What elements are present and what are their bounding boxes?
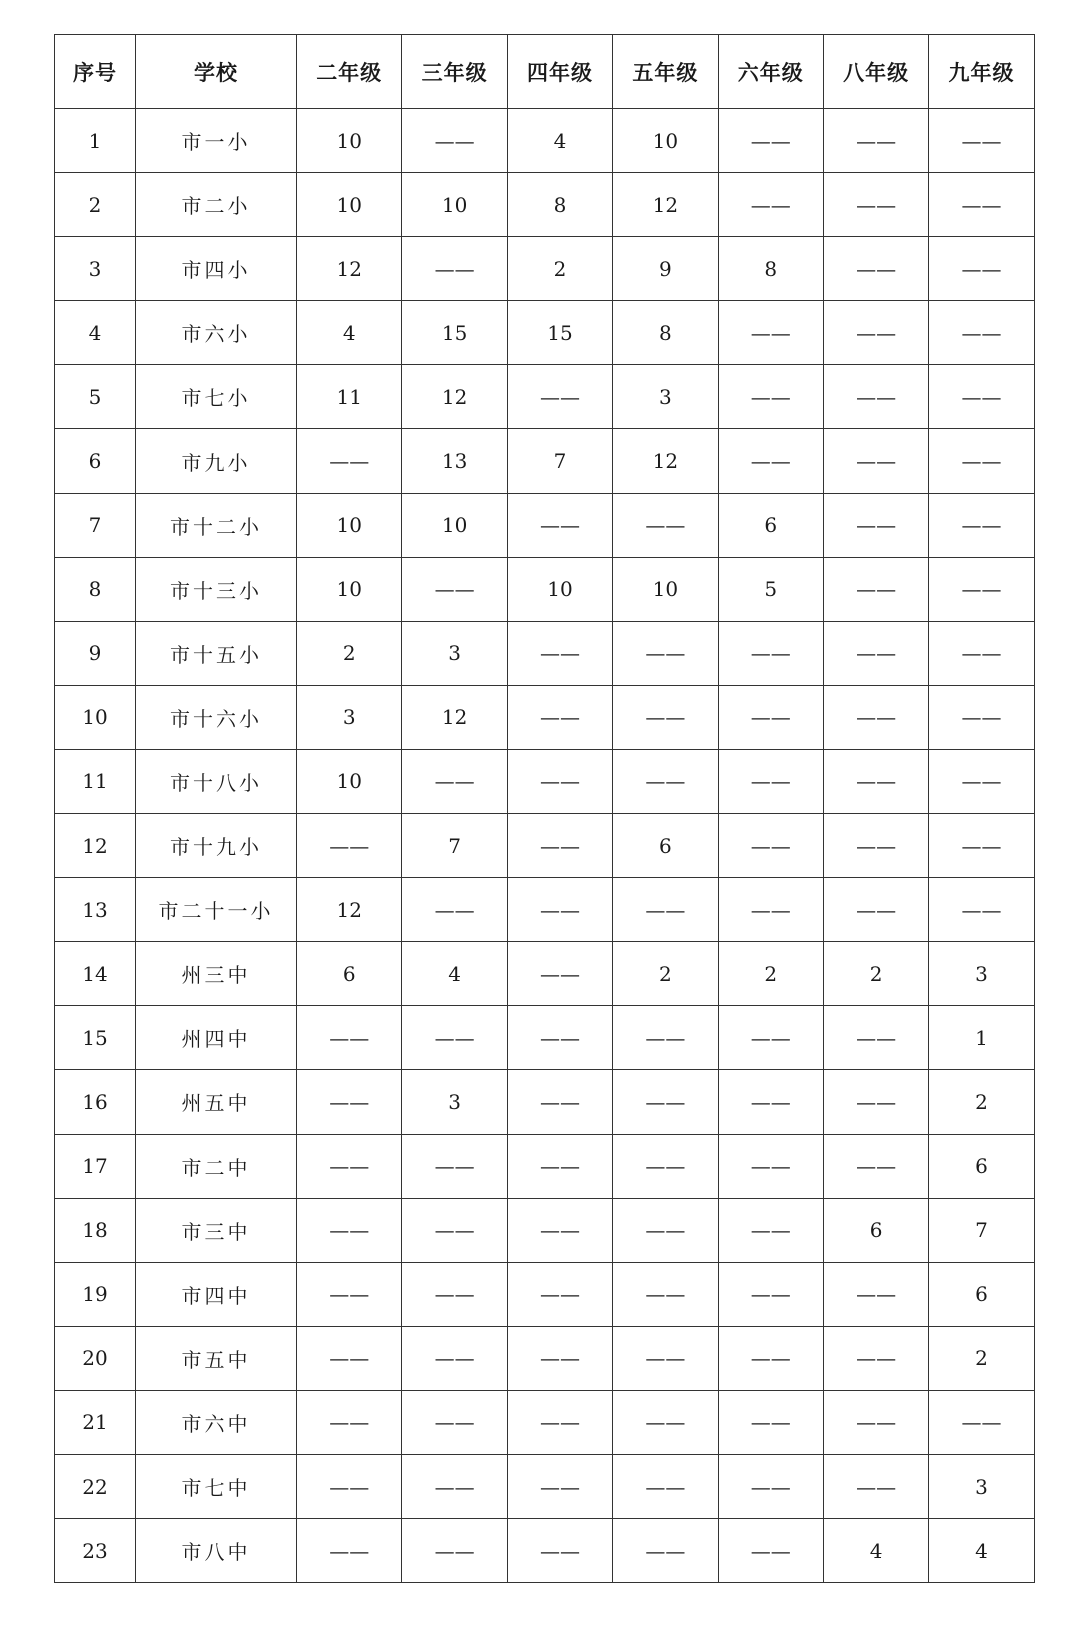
header-cell-grade-8: 八年级 (823, 35, 928, 109)
header-cell-index: 序号 (55, 35, 136, 109)
cell-grade-2: —— (297, 1134, 402, 1198)
cell-grade-8: —— (823, 1006, 928, 1070)
cell-grade-9: 3 (929, 942, 1034, 1006)
cell-grade-2: —— (297, 429, 402, 493)
cell-grade-5: 12 (613, 429, 718, 493)
cell-grade-3: —— (402, 749, 507, 813)
cell-grade-9: —— (929, 685, 1034, 749)
cell-grade-5: —— (613, 878, 718, 942)
cell-index: 8 (55, 557, 136, 621)
cell-index: 1 (55, 109, 136, 173)
cell-grade-3: —— (402, 237, 507, 301)
cell-school: 市九小 (136, 429, 297, 493)
cell-grade-5: —— (613, 1262, 718, 1326)
cell-grade-5: —— (613, 749, 718, 813)
cell-grade-4: —— (507, 749, 612, 813)
cell-grade-5: 10 (613, 109, 718, 173)
cell-grade-9: 2 (929, 1326, 1034, 1390)
cell-grade-2: —— (297, 1454, 402, 1518)
cell-grade-3: —— (402, 1454, 507, 1518)
cell-grade-6: —— (718, 1198, 823, 1262)
table-row (55, 1134, 1035, 1198)
cell-grade-2: —— (297, 1070, 402, 1134)
cell-index: 21 (55, 1390, 136, 1454)
cell-index: 2 (55, 173, 136, 237)
cell-school: 市四小 (136, 237, 297, 301)
cell-grade-3: —— (402, 878, 507, 942)
cell-school: 市十三小 (136, 557, 297, 621)
cell-grade-3: 12 (402, 365, 507, 429)
cell-grade-3: —— (402, 1390, 507, 1454)
cell-grade-6: —— (718, 1519, 823, 1583)
cell-grade-8: —— (823, 1070, 928, 1134)
cell-grade-3: —— (402, 1134, 507, 1198)
cell-grade-6: —— (718, 1326, 823, 1390)
cell-grade-9: —— (929, 301, 1034, 365)
cell-grade-3: 3 (402, 621, 507, 685)
cell-school: 市八中 (136, 1519, 297, 1583)
cell-school: 市十二小 (136, 493, 297, 557)
cell-grade-4: —— (507, 1326, 612, 1390)
cell-grade-8: —— (823, 365, 928, 429)
cell-grade-4: 7 (507, 429, 612, 493)
cell-grade-2: 10 (297, 109, 402, 173)
cell-grade-4: —— (507, 1262, 612, 1326)
cell-grade-8: —— (823, 1326, 928, 1390)
cell-grade-4: —— (507, 621, 612, 685)
grade-table (54, 34, 1035, 1583)
table-row (55, 1454, 1035, 1518)
cell-grade-3: 12 (402, 685, 507, 749)
cell-grade-4: 2 (507, 237, 612, 301)
cell-index: 12 (55, 814, 136, 878)
cell-grade-6: —— (718, 1134, 823, 1198)
cell-grade-6: —— (718, 173, 823, 237)
cell-grade-5: 6 (613, 814, 718, 878)
cell-grade-9: 3 (929, 1454, 1034, 1518)
cell-grade-4: —— (507, 1454, 612, 1518)
cell-grade-4: 4 (507, 109, 612, 173)
cell-grade-8: —— (823, 557, 928, 621)
cell-grade-2: 10 (297, 493, 402, 557)
cell-grade-6: —— (718, 301, 823, 365)
cell-grade-5: —— (613, 621, 718, 685)
cell-grade-9: 6 (929, 1134, 1034, 1198)
cell-index: 6 (55, 429, 136, 493)
table-header-row (55, 35, 1035, 109)
cell-grade-6: —— (718, 685, 823, 749)
table-row (55, 1262, 1035, 1326)
cell-grade-8: —— (823, 301, 928, 365)
cell-grade-5: 3 (613, 365, 718, 429)
cell-grade-3: 7 (402, 814, 507, 878)
cell-grade-5: —— (613, 1070, 718, 1134)
cell-grade-3: —— (402, 557, 507, 621)
table-row (55, 942, 1035, 1006)
cell-index: 4 (55, 301, 136, 365)
cell-grade-6: —— (718, 878, 823, 942)
cell-grade-4: 15 (507, 301, 612, 365)
cell-grade-6: 8 (718, 237, 823, 301)
cell-index: 20 (55, 1326, 136, 1390)
header-cell-grade-4: 四年级 (507, 35, 612, 109)
table-row (55, 878, 1035, 942)
table-row (55, 1326, 1035, 1390)
cell-index: 17 (55, 1134, 136, 1198)
cell-grade-2: 10 (297, 557, 402, 621)
cell-grade-3: 10 (402, 493, 507, 557)
cell-school: 市十六小 (136, 685, 297, 749)
cell-grade-2: —— (297, 1006, 402, 1070)
cell-grade-4: —— (507, 942, 612, 1006)
cell-grade-2: 4 (297, 301, 402, 365)
cell-grade-5: —— (613, 1454, 718, 1518)
cell-grade-4: —— (507, 878, 612, 942)
cell-grade-5: —— (613, 1390, 718, 1454)
cell-grade-2: 10 (297, 173, 402, 237)
cell-grade-2: 6 (297, 942, 402, 1006)
cell-grade-4: —— (507, 1198, 612, 1262)
cell-grade-6: —— (718, 1454, 823, 1518)
cell-index: 16 (55, 1070, 136, 1134)
cell-grade-8: —— (823, 237, 928, 301)
cell-grade-6: —— (718, 109, 823, 173)
table-row (55, 557, 1035, 621)
cell-grade-3: —— (402, 1326, 507, 1390)
cell-grade-9: —— (929, 365, 1034, 429)
cell-grade-9: —— (929, 749, 1034, 813)
cell-grade-5: —— (613, 1006, 718, 1070)
cell-grade-9: —— (929, 1390, 1034, 1454)
cell-grade-9: —— (929, 814, 1034, 878)
cell-grade-4: —— (507, 1070, 612, 1134)
cell-school: 市一小 (136, 109, 297, 173)
table-row (55, 1519, 1035, 1583)
cell-index: 7 (55, 493, 136, 557)
cell-grade-8: —— (823, 1262, 928, 1326)
cell-grade-9: —— (929, 621, 1034, 685)
cell-school: 州三中 (136, 942, 297, 1006)
cell-grade-8: 2 (823, 942, 928, 1006)
cell-index: 22 (55, 1454, 136, 1518)
cell-grade-9: 7 (929, 1198, 1034, 1262)
cell-grade-6: 2 (718, 942, 823, 1006)
cell-grade-2: 12 (297, 237, 402, 301)
cell-grade-8: 6 (823, 1198, 928, 1262)
cell-grade-6: —— (718, 814, 823, 878)
table-row (55, 237, 1035, 301)
header-cell-grade-6: 六年级 (718, 35, 823, 109)
cell-grade-5: 10 (613, 557, 718, 621)
cell-grade-8: —— (823, 1134, 928, 1198)
cell-school: 市二中 (136, 1134, 297, 1198)
cell-school: 州四中 (136, 1006, 297, 1070)
cell-grade-4: —— (507, 1519, 612, 1583)
header-cell-grade-3: 三年级 (402, 35, 507, 109)
table-row (55, 429, 1035, 493)
cell-grade-2: —— (297, 814, 402, 878)
cell-grade-4: 8 (507, 173, 612, 237)
table-row (55, 1390, 1035, 1454)
cell-school: 市十五小 (136, 621, 297, 685)
cell-index: 18 (55, 1198, 136, 1262)
cell-grade-4: —— (507, 1390, 612, 1454)
cell-grade-5: 12 (613, 173, 718, 237)
cell-grade-8: —— (823, 749, 928, 813)
table-row (55, 1070, 1035, 1134)
cell-grade-6: —— (718, 1006, 823, 1070)
table-row (55, 1006, 1035, 1070)
cell-grade-2: —— (297, 1326, 402, 1390)
cell-grade-6: 6 (718, 493, 823, 557)
cell-grade-9: —— (929, 557, 1034, 621)
cell-grade-4: —— (507, 1134, 612, 1198)
cell-grade-9: —— (929, 429, 1034, 493)
cell-school: 市六中 (136, 1390, 297, 1454)
cell-grade-2: —— (297, 1262, 402, 1326)
cell-grade-9: —— (929, 878, 1034, 942)
cell-grade-6: 5 (718, 557, 823, 621)
cell-grade-4: —— (507, 365, 612, 429)
cell-grade-3: —— (402, 1198, 507, 1262)
cell-index: 19 (55, 1262, 136, 1326)
cell-grade-3: 10 (402, 173, 507, 237)
cell-grade-2: —— (297, 1519, 402, 1583)
table-row (55, 173, 1035, 237)
cell-grade-6: —— (718, 1262, 823, 1326)
cell-index: 11 (55, 749, 136, 813)
cell-grade-8: —— (823, 1454, 928, 1518)
cell-grade-9: —— (929, 173, 1034, 237)
cell-grade-9: —— (929, 493, 1034, 557)
table-row (55, 749, 1035, 813)
cell-grade-5: —— (613, 1519, 718, 1583)
header-cell-school: 学校 (136, 35, 297, 109)
cell-grade-8: —— (823, 173, 928, 237)
cell-grade-6: —— (718, 1070, 823, 1134)
cell-index: 3 (55, 237, 136, 301)
cell-grade-9: —— (929, 237, 1034, 301)
cell-grade-6: —— (718, 1390, 823, 1454)
table-row (55, 814, 1035, 878)
cell-grade-5: —— (613, 685, 718, 749)
cell-grade-2: —— (297, 1198, 402, 1262)
cell-grade-4: —— (507, 1006, 612, 1070)
cell-grade-8: —— (823, 429, 928, 493)
table-row (55, 621, 1035, 685)
header-cell-grade-2: 二年级 (297, 35, 402, 109)
cell-index: 13 (55, 878, 136, 942)
cell-grade-6: —— (718, 365, 823, 429)
table-body (55, 109, 1035, 1583)
cell-grade-8: —— (823, 109, 928, 173)
cell-grade-3: 13 (402, 429, 507, 493)
table-row (55, 365, 1035, 429)
cell-grade-8: —— (823, 685, 928, 749)
cell-school: 市二十一小 (136, 878, 297, 942)
cell-grade-5: —— (613, 1134, 718, 1198)
cell-grade-9: 6 (929, 1262, 1034, 1326)
cell-school: 市二小 (136, 173, 297, 237)
header-cell-grade-9: 九年级 (929, 35, 1034, 109)
table-row (55, 1198, 1035, 1262)
header-cell-grade-5: 五年级 (613, 35, 718, 109)
table-row (55, 685, 1035, 749)
cell-grade-3: 4 (402, 942, 507, 1006)
cell-index: 9 (55, 621, 136, 685)
cell-school: 市七中 (136, 1454, 297, 1518)
cell-grade-2: 2 (297, 621, 402, 685)
cell-school: 市十九小 (136, 814, 297, 878)
cell-grade-9: 1 (929, 1006, 1034, 1070)
cell-grade-8: —— (823, 621, 928, 685)
cell-school: 州五中 (136, 1070, 297, 1134)
cell-grade-2: 11 (297, 365, 402, 429)
cell-grade-2: 10 (297, 749, 402, 813)
cell-grade-2: 3 (297, 685, 402, 749)
cell-grade-5: —— (613, 493, 718, 557)
cell-grade-6: —— (718, 749, 823, 813)
cell-school: 市十八小 (136, 749, 297, 813)
cell-grade-9: 4 (929, 1519, 1034, 1583)
cell-grade-4: —— (507, 493, 612, 557)
cell-grade-3: 3 (402, 1070, 507, 1134)
cell-grade-9: —— (929, 109, 1034, 173)
cell-grade-9: 2 (929, 1070, 1034, 1134)
cell-grade-8: 4 (823, 1519, 928, 1583)
cell-grade-6: —— (718, 429, 823, 493)
cell-grade-5: —— (613, 1198, 718, 1262)
table-row (55, 301, 1035, 365)
cell-grade-6: —— (718, 621, 823, 685)
cell-grade-4: 10 (507, 557, 612, 621)
cell-grade-2: 12 (297, 878, 402, 942)
cell-school: 市三中 (136, 1198, 297, 1262)
cell-school: 市六小 (136, 301, 297, 365)
cell-grade-4: —— (507, 685, 612, 749)
cell-school: 市五中 (136, 1326, 297, 1390)
cell-grade-3: 15 (402, 301, 507, 365)
cell-grade-3: —— (402, 109, 507, 173)
cell-grade-5: 2 (613, 942, 718, 1006)
table-row (55, 109, 1035, 173)
cell-school: 市四中 (136, 1262, 297, 1326)
cell-grade-8: —— (823, 878, 928, 942)
cell-index: 15 (55, 1006, 136, 1070)
cell-index: 23 (55, 1519, 136, 1583)
cell-grade-3: —— (402, 1262, 507, 1326)
cell-grade-8: —— (823, 814, 928, 878)
cell-grade-8: —— (823, 493, 928, 557)
cell-grade-5: 8 (613, 301, 718, 365)
cell-grade-5: —— (613, 1326, 718, 1390)
cell-grade-5: 9 (613, 237, 718, 301)
cell-grade-3: —— (402, 1006, 507, 1070)
cell-grade-4: —— (507, 814, 612, 878)
cell-grade-8: —— (823, 1390, 928, 1454)
cell-school: 市七小 (136, 365, 297, 429)
cell-index: 14 (55, 942, 136, 1006)
table-row (55, 493, 1035, 557)
cell-grade-3: —— (402, 1519, 507, 1583)
cell-index: 5 (55, 365, 136, 429)
cell-index: 10 (55, 685, 136, 749)
cell-grade-2: —— (297, 1390, 402, 1454)
